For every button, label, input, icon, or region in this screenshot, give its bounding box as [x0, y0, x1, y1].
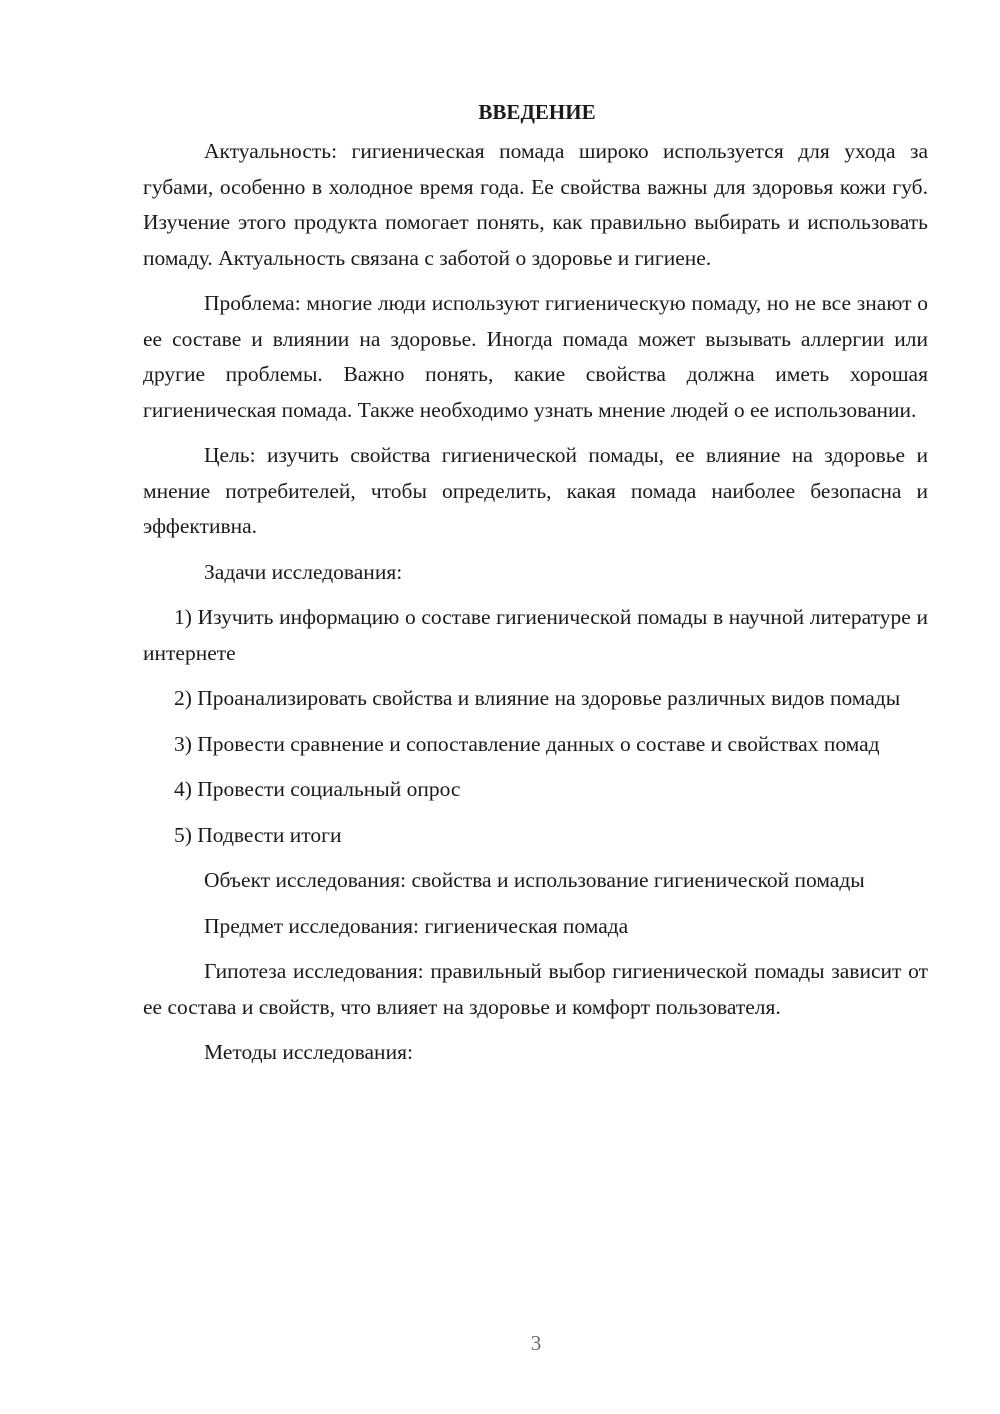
task-item: 5) Подвести итоги [174, 822, 342, 847]
section-title: ВВЕДЕНИЕ [478, 100, 596, 124]
task-item: 3) Провести сравнение и сопоставление данных о составе и свойствах помад [174, 731, 880, 756]
tasks-heading: Задачи исследования: [204, 559, 403, 584]
task-item: 2) Проанализировать свойства и влияние на здоровье различных видов помады [174, 686, 901, 710]
goal-paragraph: Цель: изучить свойства гигиенической помады, ее влияние на здоровье и мнение потребителей, чтобы определить, какая помада наиболее безопасна и эффективна. [143, 443, 928, 538]
page-number: 3 [530, 1331, 542, 1355]
relevance-paragraph: Актуальность: гигиеническая помада широко используется для ухода за губами, особенно в холодное время года. Ее свойства важны для здоровья кожи губ. Изучение этого продукта помогает понять, как правильно выбирать и использовать помаду. Актуальность связана с заботой о здоровье и гигиене. [143, 139, 928, 270]
hypothesis-paragraph: Гипотеза исследования: правильный выбор гигиенической помады зависит от ее состава и свойств, что влияет на здоровье и комфорт пользователя. [143, 959, 928, 1019]
task-item: 1) Изучить информацию о составе гигиенической помады в научной литературе и интернете [143, 605, 928, 665]
task-item: 4) Провести социальный опрос [174, 777, 461, 801]
document-page [143, 94, 928, 1081]
methods-heading: Методы исследования: [204, 1040, 413, 1064]
object-paragraph: Объект исследования: свойства и использование гигиенической помады [204, 868, 865, 892]
problem-paragraph: Проблема: многие люди используют гигиеническую помаду, но не все знают о ее составе и влиянии на здоровье. Иногда помада может вызывать аллергии или другие проблемы. Важно понять, какие свойства должна иметь хорошая гигиеническая помада. Также необходимо узнать мнение людей о ее использовании. [143, 291, 928, 422]
subject-paragraph: Предмет исследования: гигиеническая помада [204, 913, 629, 938]
